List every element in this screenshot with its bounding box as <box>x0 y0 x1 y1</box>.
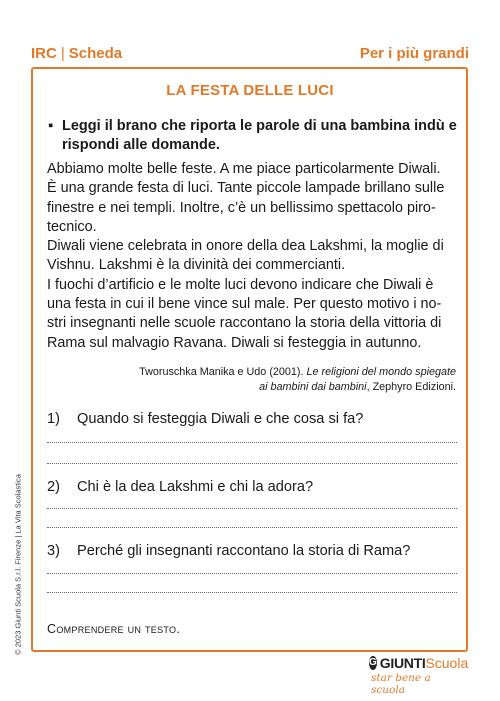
citation-title-1: Le religioni del mondo spiegate <box>306 366 456 378</box>
header-separator: | <box>60 44 65 62</box>
question-3 <box>47 543 462 559</box>
copyright-text: © 2023 Giunti Scuola S.r.l. Firenze | La Vita Scolastica <box>13 474 23 655</box>
answer-line[interactable] <box>47 508 457 509</box>
answer-line[interactable] <box>47 442 457 443</box>
logo-brand-2: Scuola <box>425 655 469 671</box>
answer-line[interactable] <box>47 463 457 464</box>
sheet-type-label: Scheda <box>68 44 123 62</box>
passage-line: finestre e nei templi. Inoltre, c’è un bellissimo spettacolo piro- <box>47 199 436 216</box>
citation-title-2: ai bambini dai bambini <box>259 381 367 393</box>
page-title: LA FESTA DELLE LUCI <box>166 82 334 99</box>
passage-line: Rama sul malvagio Ravana. Diwali si festeggia in autunno. <box>47 334 422 351</box>
citation-publisher: , Zephyro Edizioni. <box>366 381 456 393</box>
instruction-text: Leggi il brano che riporta le parole di una bambina indù e rispondi alle domande. <box>62 118 457 153</box>
passage-line: una festa in cui il bene vince sul male. Per questo motivo i no- <box>47 296 442 313</box>
question-number: 3) <box>47 543 60 559</box>
page-header <box>31 40 469 66</box>
answer-line[interactable] <box>47 592 457 593</box>
citation-authors: Tworuschka Manika e Udo (2001). <box>139 366 304 378</box>
reading-passage <box>47 160 462 353</box>
answer-line[interactable] <box>47 527 457 528</box>
question-number: 2) <box>47 479 60 495</box>
passage-line: stri insegnanti nelle scuole raccontano la storia della vittoria di <box>47 315 442 332</box>
question-text: Chi è la dea Lakshmi e chi la adora? <box>77 479 314 495</box>
giunti-logo-icon: G <box>369 657 377 668</box>
logo-tagline: star bene a scuola <box>371 672 431 696</box>
question-text: Quando si festeggia Diwali e che cosa si fa? <box>77 411 364 427</box>
question-1 <box>47 411 462 427</box>
bullet-icon: ▪ <box>48 118 54 134</box>
instruction <box>48 117 468 155</box>
passage-line: tecnico. <box>47 218 97 235</box>
question-number: 1) <box>47 411 60 427</box>
passage-line: È una grande festa di luci. Tante piccole lampade brillano sulle <box>47 180 445 197</box>
passage-line: Vishnu. Lakshmi è la divinità dei commercianti. <box>47 257 346 274</box>
passage-line: I fuochi d’artificio e le molte luci devono indicare che Diwali è <box>47 276 434 293</box>
question-2 <box>47 479 462 495</box>
citation <box>96 365 456 395</box>
level-label: Per i più grandi <box>359 44 469 62</box>
passage-line: Abbiamo molte belle feste. A me piace particolarmente Diwali. <box>47 161 441 177</box>
question-text: Perché gli insegnanti raccontano la storia di Rama? <box>77 543 411 559</box>
header-left <box>31 45 122 62</box>
logo-brand: GIUNTI <box>379 655 426 671</box>
subject-label: IRC <box>31 44 57 62</box>
answer-line[interactable] <box>47 573 457 574</box>
skill-note: Comprendere un testo. <box>47 622 181 636</box>
giunti-scuola-logo <box>369 655 469 696</box>
passage-line: Diwali viene celebrata in onore della dea Lakshmi, la moglie di <box>47 238 444 255</box>
copyright-notice <box>8 470 23 670</box>
